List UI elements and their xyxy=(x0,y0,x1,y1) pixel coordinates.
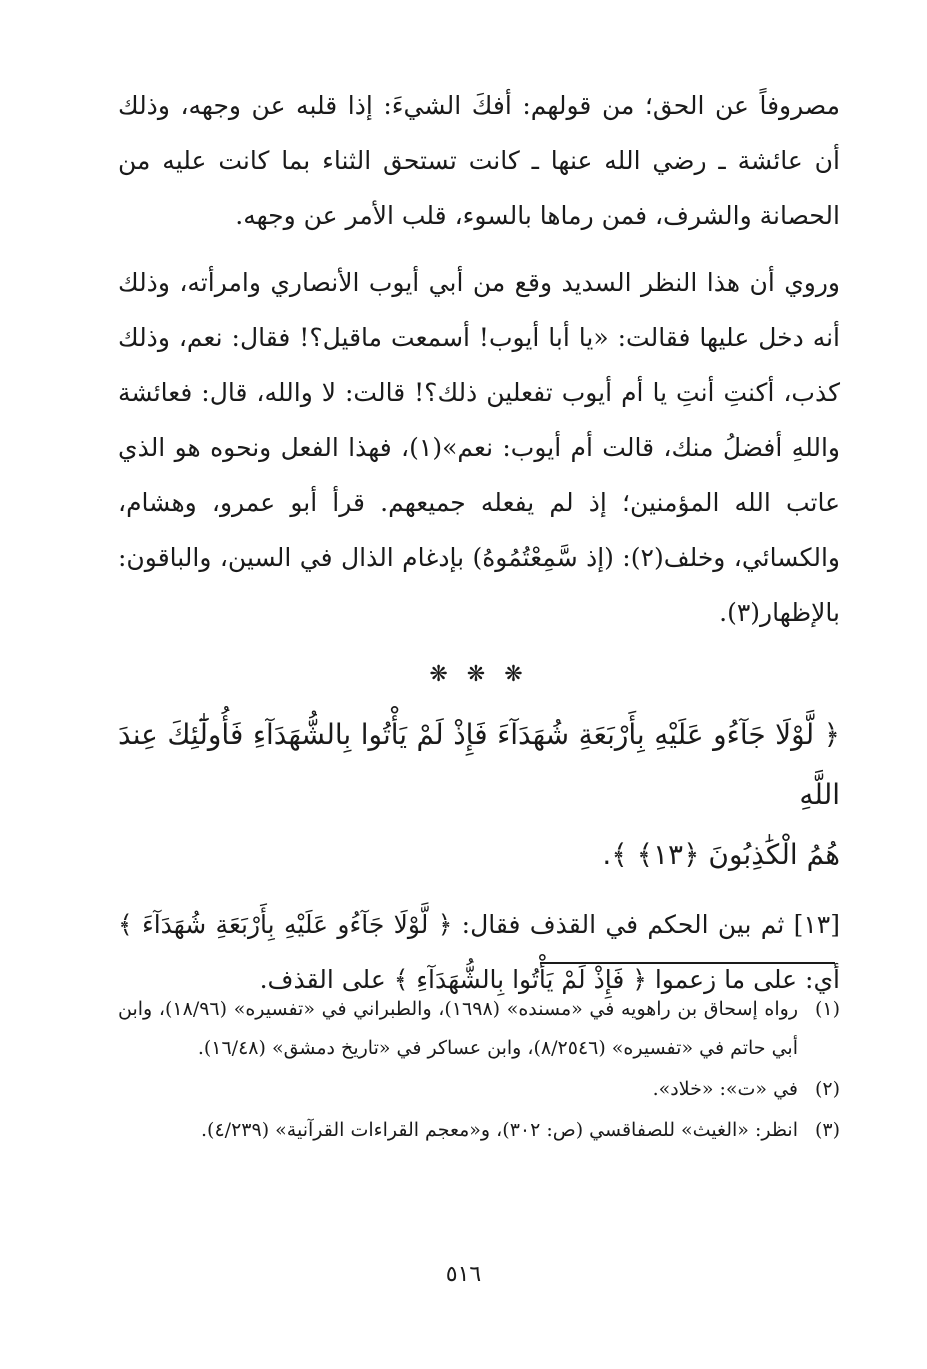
footnote-text: رواه إسحاق بن راهويه في «مسنده» (١٦٩٨)، والطبراني في «تفسيره» (١٨/٩٦)، وابن أبي حاتم في «تفسيره» (٨/٢٥٤٦)، وابن عساكر في «تاريخ دمشق» (١٦/٤٨). xyxy=(118,998,798,1059)
paragraph-2: وروي أن هذا النظر السديد وقع من أبي أيوب الأنصاري وامرأته، وذلك أنه دخل عليها فقالت: «يا أبا أيوب! أسمعت ماقيل؟! فقال: نعم، وذلك كذب، أكنتِ أنتِ يا أم أيوب تفعلين ذلك؟! قالت: لا والله، قال: فعائشة واللهِ أفضلُ منك، قالت أم أيوب: نعم»(١)، فهذا الفعل ونحوه هو الذي عاتب الله المؤمنين؛ إذ لم يفعله جميعهم. قرأ أبو عمرو، وهشام، والكسائي، وخلف(٢): (إذ سَّمِعْتُمُوهُ) بإدغام الذال في السين، والباقون: بالإظهار(٣). xyxy=(118,268,841,627)
section-separator: ❋ ❋ ❋ xyxy=(429,662,529,687)
footnotes xyxy=(118,990,840,1152)
footnote-number: (٣) xyxy=(814,1119,840,1141)
verse-line-1: ﴿ لَّوْلَا جَآءُو عَلَيْهِ بِأَرْبَعَةِ شُهَدَآءَ فَإِذْ لَمْ يَأْتُوا بِالشُّهَدَآءِ فَأُولَٰٓئِكَ عِندَ اللَّهِ xyxy=(118,718,840,811)
footnote-number: (١) xyxy=(814,998,840,1020)
quran-verse xyxy=(118,705,840,885)
footnote-item xyxy=(118,1111,840,1150)
paragraph-1: مصروفاً عن الحق؛ من قولهم: أفكَ الشيءَ: إذا قلبه عن وجهه، وذلك أن عائشة ـ رضي الله عنها ـ كانت تستحق الثناء بما كانت عليه من الحصانة والشرف، فمن رماها بالسوء، قلب الأمر عن وجهه. xyxy=(118,91,840,230)
page-number: ٥١٦ xyxy=(445,1262,482,1287)
footnote-divider xyxy=(540,962,835,964)
verse-commentary: [١٣] ثم بين الحكم في القذف فقال: ﴿ لَّوْلَا جَآءُو عَلَيْهِ بِأَرْبَعَةِ شُهَدَآءَ ﴾ أي: على ما زعموا ﴿ فَإِذْ لَمْ يَأْتُوا بِالشُّهَدَآءِ ﴾ على القذف. xyxy=(118,910,840,994)
footnote-text: في «ت»: «خلاد». xyxy=(652,1078,798,1100)
page-body xyxy=(118,78,840,1007)
footnote-text: انظر: «الغيث» للصفاقسي (ص: ٣٠٢)، و«معجم القراءات القرآنية» (٤/٢٣٩). xyxy=(201,1119,798,1141)
footnote-number: (٢) xyxy=(814,1078,840,1100)
verse-line-2: هُمُ الْكَٰذِبُونَ ﴿١٣﴾ ﴾. xyxy=(602,838,840,871)
footnote-item xyxy=(118,1070,840,1109)
footnote-item xyxy=(118,990,840,1068)
